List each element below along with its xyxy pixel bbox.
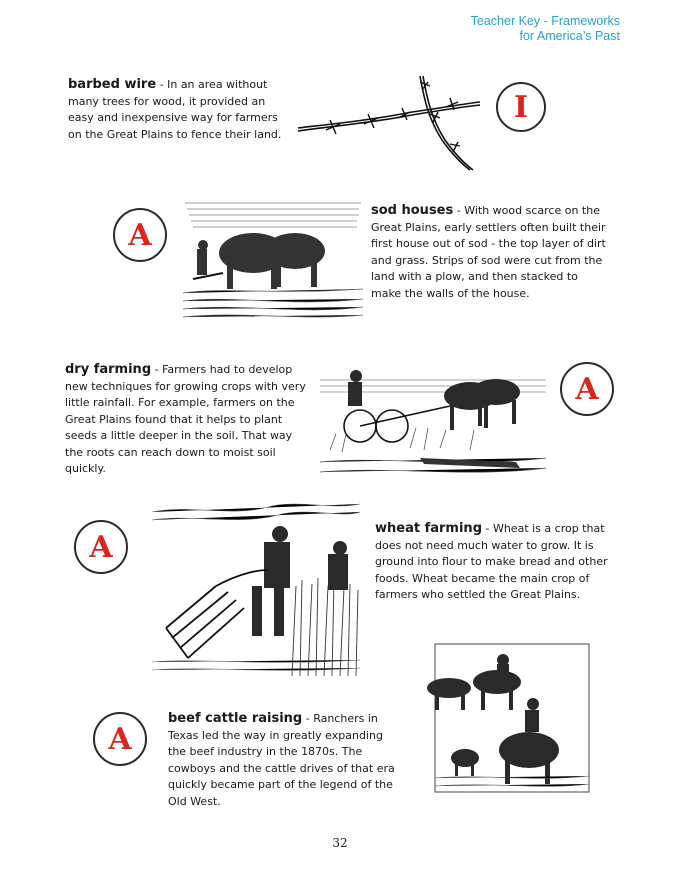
- entry-wheat-farming: [375, 521, 615, 604]
- description-sod-houses: - With wood scarce on the Great Plains, early settlers often built their first house out of sod - the top layer of dirt and grass. Strips of sod were cut from the land with a plow, and then stacked to make the walls of the house.: [371, 204, 606, 300]
- page-number: 32: [332, 836, 348, 850]
- term-wheat-farming: wheat farming: [375, 521, 482, 536]
- header-line-2: for America’s Past: [519, 29, 620, 43]
- horse-mower-illustration: [320, 340, 546, 485]
- cattle-drive-illustration: [405, 642, 591, 794]
- answer-badge-barbed-wire: [496, 82, 546, 132]
- answer-badge-dry-farming: [560, 362, 614, 416]
- answer-badge-sod-houses: [113, 208, 167, 262]
- description-wheat-farming: - Wheat is a crop that does not need much water to grow. It is ground into flour to make bread and other foods. Wheat became the main crop of farmers who settled the Great Plains.: [375, 522, 608, 601]
- barbed-wire-illustration: [292, 68, 484, 172]
- answer-letter: I: [513, 89, 529, 125]
- entry-beef-cattle-raising: [168, 711, 404, 810]
- term-sod-houses: sod houses: [371, 203, 454, 218]
- answer-badge-wheat-farming: [74, 520, 128, 574]
- entry-sod-houses: [371, 203, 611, 302]
- answer-letter: A: [89, 529, 113, 565]
- entry-dry-farming: [65, 362, 310, 478]
- header-line-1: Teacher Key - Frameworks: [470, 14, 620, 28]
- answer-badge-beef-cattle: [93, 712, 147, 766]
- page-header: [471, 14, 620, 44]
- term-beef-cattle-raising: beef cattle raising: [168, 711, 303, 726]
- wheat-harvest-illustration: [152, 498, 360, 676]
- entry-barbed-wire: [68, 77, 283, 143]
- description-dry-farming: - Farmers had to develop new techniques for growing crops with very little rainfall. For example, farmers on the Great Plains found that it helps to plant seeds a little deeper in the soil. That way the roots can reach down to moist soil quickly.: [65, 363, 306, 475]
- answer-letter: A: [128, 217, 152, 253]
- answer-letter: A: [575, 371, 599, 407]
- term-dry-farming: dry farming: [65, 362, 152, 377]
- description-beef-cattle-raising: - Ranchers in Texas led the way in greatly expanding the beef industry in the 1870s. The cowboys and the cattle drives of that era quickly became part of the legend of the Old West.: [168, 712, 395, 808]
- description-barbed-wire: - In an area without many trees for wood, it provided an easy and inexpensive way for farmers on the Great Plains to fence their land.: [68, 78, 282, 141]
- term-barbed-wire: barbed wire: [68, 77, 157, 92]
- answer-letter: A: [108, 721, 132, 757]
- oxen-plowing-illustration: [183, 183, 363, 323]
